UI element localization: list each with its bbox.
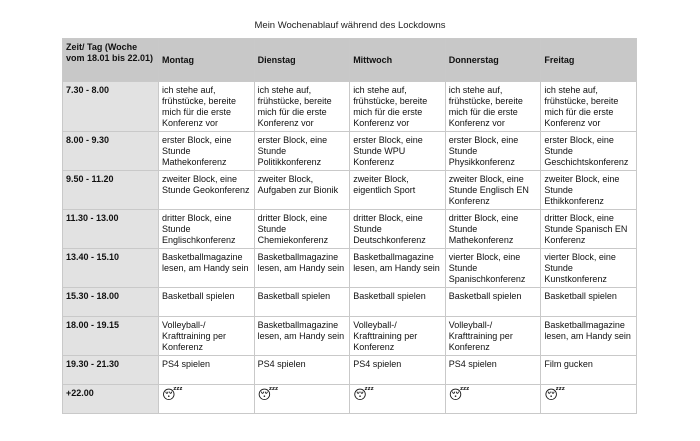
- table-row: [63, 288, 637, 317]
- activity-cell: Volleyball-/ Krafttraining per Konferenz: [159, 317, 255, 356]
- schedule-table: [62, 38, 637, 414]
- sleep-cell: [445, 385, 541, 414]
- sleeping-face-icon: 😴: [162, 387, 183, 402]
- activity-cell: Basketballmagazine lesen, am Handy sein: [254, 249, 350, 288]
- activity-cell: Basketballmagazine lesen, am Handy sein: [541, 317, 637, 356]
- activity-cell: ich stehe auf, frühstücke, bereite mich für die erste Konferenz vor: [350, 82, 446, 132]
- activity-cell: Film gucken: [541, 356, 637, 385]
- sleep-cell: [541, 385, 637, 414]
- header-day: Montag: [159, 39, 255, 82]
- activity-cell: PS4 spielen: [254, 356, 350, 385]
- activity-cell: dritter Block, eine Stunde Spanisch EN Konferenz: [541, 210, 637, 249]
- activity-cell: PS4 spielen: [350, 356, 446, 385]
- sleep-cell: [159, 385, 255, 414]
- time-cell: +22.00: [63, 385, 159, 414]
- time-cell: 8.00 - 9.30: [63, 132, 159, 171]
- header-day: Mittwoch: [350, 39, 446, 82]
- time-cell: 11.30 - 13.00: [63, 210, 159, 249]
- activity-cell: erster Block, eine Stunde WPU Konferenz: [350, 132, 446, 171]
- sleeping-face-icon: 😴: [544, 387, 566, 402]
- time-cell: 18.00 - 19.15: [63, 317, 159, 356]
- activity-cell: Basketballmagazine lesen, am Handy sein: [159, 249, 255, 288]
- time-cell: 9.50 - 11.20: [63, 171, 159, 210]
- header-corner: Zeit/ Tag (Woche vom 18.01 bis 22.01): [63, 39, 159, 82]
- activity-cell: ich stehe auf, frühstücke, bereite mich für die erste Konferenz vor: [541, 82, 637, 132]
- activity-cell: erster Block, eine Stunde Mathekonferenz: [159, 132, 255, 171]
- sleep-cell: [350, 385, 446, 414]
- activity-cell: dritter Block, eine Stunde Englischkonferenz: [159, 210, 255, 249]
- activity-cell: zweiter Block, eigentlich Sport: [350, 171, 446, 210]
- activity-cell: PS4 spielen: [445, 356, 541, 385]
- activity-cell: ich stehe auf, frühstücke, bereite mich für die erste Konferenz vor: [254, 82, 350, 132]
- table-row: [63, 132, 637, 171]
- activity-cell: zweiter Block, eine Stunde Ethikkonferenz: [541, 171, 637, 210]
- activity-cell: PS4 spielen: [159, 356, 255, 385]
- table-row: [63, 171, 637, 210]
- sleep-cell: [254, 385, 350, 414]
- activity-cell: Volleyball-/ Krafttraining per Konferenz: [445, 317, 541, 356]
- activity-cell: Volleyball-/ Krafttraining per Konferenz: [350, 317, 446, 356]
- header-day: Donnerstag: [445, 39, 541, 82]
- table-row: [63, 356, 637, 385]
- activity-cell: Basketball spielen: [159, 288, 255, 317]
- activity-cell: Basketballmagazine lesen, am Handy sein: [350, 249, 446, 288]
- activity-cell: Basketball spielen: [445, 288, 541, 317]
- table-row: [63, 385, 637, 414]
- sleeping-face-icon: 😴: [353, 387, 375, 402]
- activity-cell: Basketball spielen: [541, 288, 637, 317]
- table-row: [63, 82, 637, 132]
- time-cell: 7.30 - 8.00: [63, 82, 159, 132]
- activity-cell: vierter Block, eine Stunde Kunstkonferenz: [541, 249, 637, 288]
- activity-cell: Basketball spielen: [350, 288, 446, 317]
- activity-cell: zweiter Block, Aufgaben zur Bionik: [254, 171, 350, 210]
- page-title: Mein Wochenablauf während des Lockdowns: [254, 20, 446, 31]
- sleeping-face-icon: 😴: [448, 387, 470, 402]
- header-row: [63, 39, 637, 82]
- sleeping-face-icon: 😴: [257, 387, 279, 402]
- activity-cell: Basketball spielen: [254, 288, 350, 317]
- activity-cell: erster Block, eine Stunde Politikkonferenz: [254, 132, 350, 171]
- time-cell: 13.40 - 15.10: [63, 249, 159, 288]
- table-row: [63, 210, 637, 249]
- activity-cell: dritter Block, eine Stunde Mathekonferenz: [445, 210, 541, 249]
- table-row: [63, 317, 637, 356]
- time-cell: 19.30 - 21.30: [63, 356, 159, 385]
- activity-cell: zweiter Block, eine Stunde Geokonferenz: [159, 171, 255, 210]
- activity-cell: erster Block, eine Stunde Geschichtskonferenz: [541, 132, 637, 171]
- activity-cell: Basketballmagazine lesen, am Handy sein: [254, 317, 350, 356]
- activity-cell: ich stehe auf, frühstücke, bereite mich für die erste Konferenz vor: [159, 82, 255, 132]
- activity-cell: erster Block, eine Stunde Physikkonferenz: [445, 132, 541, 171]
- activity-cell: zweiter Block, eine Stunde Englisch EN Konferenz: [445, 171, 541, 210]
- header-day: Freitag: [541, 39, 637, 82]
- activity-cell: vierter Block, eine Stunde Spanischkonferenz: [445, 249, 541, 288]
- time-cell: 15.30 - 18.00: [63, 288, 159, 317]
- table-row: [63, 249, 637, 288]
- header-day: Dienstag: [254, 39, 350, 82]
- activity-cell: ich stehe auf, frühstücke, bereite mich für die erste Konferenz vor: [445, 82, 541, 132]
- activity-cell: dritter Block, eine Stunde Deutschkonferenz: [350, 210, 446, 249]
- activity-cell: dritter Block, eine Stunde Chemiekonferenz: [254, 210, 350, 249]
